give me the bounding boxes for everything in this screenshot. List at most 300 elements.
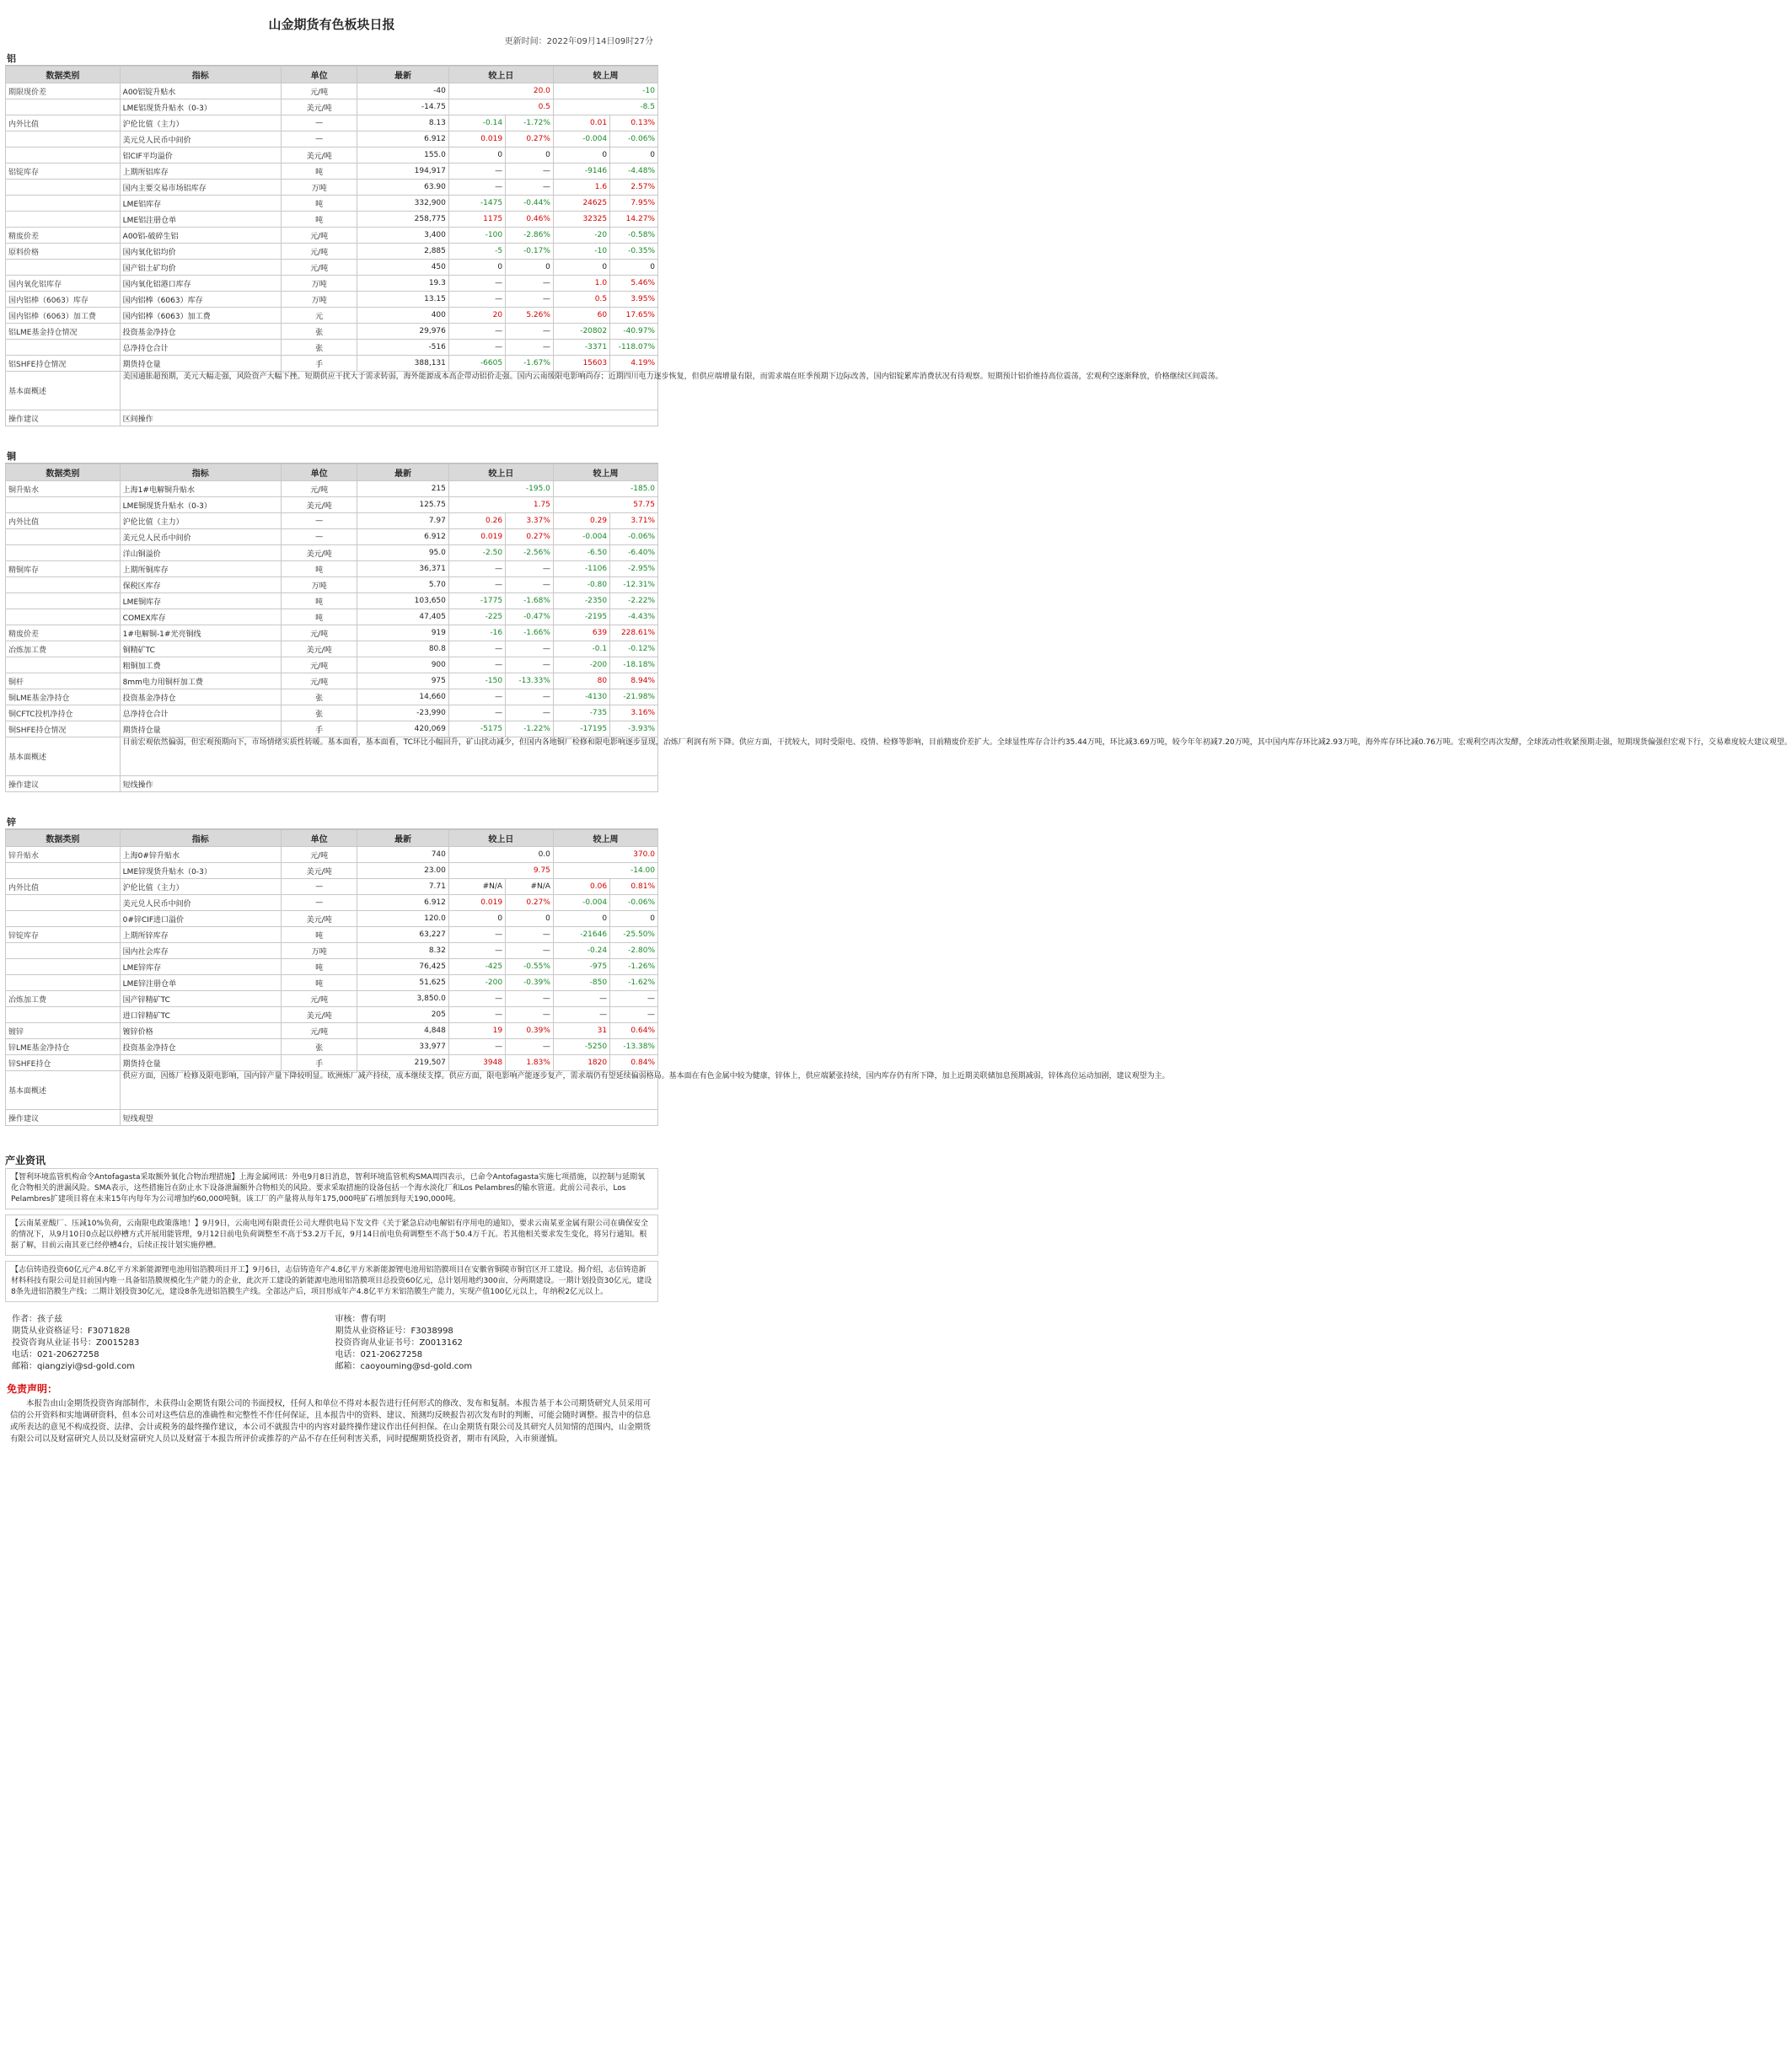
category-cell: [6, 147, 121, 164]
day-change-pct-cell: —: [506, 577, 554, 593]
unit-cell: 张: [281, 1039, 357, 1055]
day-change-cell: —: [448, 292, 505, 308]
advice-text: 短线操作: [120, 776, 657, 792]
day-change-cell: 0: [448, 911, 505, 927]
latest-value-cell: 4,848: [357, 1023, 449, 1039]
unit-cell: 手: [281, 721, 357, 737]
category-cell: [6, 895, 121, 911]
column-header: 单位: [281, 67, 357, 83]
category-cell: [6, 609, 121, 625]
author-consult-license: 投资咨询从业证书号：Z0015283: [12, 1338, 140, 1348]
indicator-cell: 总净持仓合计: [120, 340, 281, 356]
category-cell: 锌LME基金净持仓: [6, 1039, 121, 1055]
column-header: 数据类别: [6, 464, 121, 481]
day-change-cell: —: [448, 180, 505, 196]
week-change-cell: 0: [553, 260, 609, 276]
update-time: 更新时间：2022年09月14日09时27分: [504, 37, 653, 46]
week-change-cell: 32325: [553, 212, 609, 228]
week-change-pct-cell: 3.95%: [610, 292, 658, 308]
day-change-pct-cell: —: [506, 340, 554, 356]
table-row: [6, 721, 658, 737]
day-change-pct-cell: 5.26%: [506, 308, 554, 324]
indicator-cell: 期货持仓量: [120, 721, 281, 737]
week-change-cell: -6.50: [553, 545, 609, 561]
latest-value-cell: 205: [357, 1007, 449, 1023]
section-aluminum-label: 铝: [5, 52, 658, 66]
week-change-pct-cell: 2.57%: [610, 180, 658, 196]
latest-value-cell: 36,371: [357, 561, 449, 577]
week-change-cell: -8.5: [553, 99, 657, 115]
week-change-pct-cell: 0.81%: [610, 879, 658, 895]
category-cell: [6, 1007, 121, 1023]
column-header: 较上日: [448, 830, 553, 847]
indicator-cell: LME锌注册仓单: [120, 975, 281, 991]
unit-cell: 美元/吨: [281, 863, 357, 879]
indicator-cell: 上期所铜库存: [120, 561, 281, 577]
indicator-cell: LME铝现货升贴水（0-3）: [120, 99, 281, 115]
day-change-cell: -1775: [448, 593, 505, 609]
category-cell: 精废价差: [6, 625, 121, 641]
table-header-row: [6, 67, 658, 83]
latest-value-cell: 29,976: [357, 324, 449, 340]
day-change-cell: —: [448, 991, 505, 1007]
indicator-cell: 上期所锌库存: [120, 927, 281, 943]
latest-value-cell: 51,625: [357, 975, 449, 991]
table-row: [6, 260, 658, 276]
latest-value-cell: 900: [357, 657, 449, 673]
category-cell: [6, 577, 121, 593]
category-cell: [6, 943, 121, 959]
week-change-cell: -185.0: [553, 481, 657, 497]
category-cell: [6, 99, 121, 115]
table-row: [6, 228, 658, 244]
day-change-cell: 0.0: [448, 847, 553, 863]
indicator-cell: 国内氧化铝均价: [120, 244, 281, 260]
latest-value-cell: 6.912: [357, 131, 449, 147]
table-row: [6, 911, 658, 927]
advice-label: 操作建议: [6, 776, 121, 792]
unit-cell: 元/吨: [281, 481, 357, 497]
week-change-pct-cell: -0.12%: [610, 641, 658, 657]
indicator-cell: 国内社会库存: [120, 943, 281, 959]
indicator-cell: 期货持仓量: [120, 1055, 281, 1071]
category-cell: [6, 131, 121, 147]
week-change-pct-cell: —: [610, 1007, 658, 1023]
day-change-pct-cell: 0.27%: [506, 131, 554, 147]
advice-row: [6, 410, 658, 426]
day-change-cell: —: [448, 705, 505, 721]
day-change-pct-cell: —: [506, 689, 554, 705]
column-header: 较上周: [553, 67, 657, 83]
author-info: [12, 1314, 335, 1373]
week-change-pct-cell: -1.62%: [610, 975, 658, 991]
unit-cell: 元/吨: [281, 625, 357, 641]
day-change-pct-cell: —: [506, 164, 554, 180]
week-change-pct-cell: -3.93%: [610, 721, 658, 737]
unit-cell: 元/吨: [281, 673, 357, 689]
table-header-row: [6, 830, 658, 847]
category-cell: [6, 975, 121, 991]
day-change-cell: -200: [448, 975, 505, 991]
week-change-pct-cell: -4.43%: [610, 609, 658, 625]
week-change-cell: 0.06: [553, 879, 609, 895]
day-change-cell: -100: [448, 228, 505, 244]
author-phone: 电话：021-20627258: [12, 1350, 99, 1359]
aluminum-table: [5, 66, 1223, 426]
unit-cell: 美元/吨: [281, 545, 357, 561]
day-change-pct-cell: -0.17%: [506, 244, 554, 260]
reviewer-info: [335, 1314, 659, 1373]
week-change-cell: 1.6: [553, 180, 609, 196]
day-change-pct-cell: -2.56%: [506, 545, 554, 561]
week-change-cell: -2195: [553, 609, 609, 625]
indicator-cell: 镀锌价格: [120, 1023, 281, 1039]
category-cell: 铝锭库存: [6, 164, 121, 180]
column-header: 较上周: [553, 464, 657, 481]
week-change-cell: -10: [553, 83, 657, 99]
unit-cell: 美元/吨: [281, 1007, 357, 1023]
day-change-cell: 19: [448, 1023, 505, 1039]
week-change-pct-cell: -0.35%: [610, 244, 658, 260]
column-header: 单位: [281, 464, 357, 481]
latest-value-cell: 120.0: [357, 911, 449, 927]
unit-cell: 张: [281, 705, 357, 721]
category-cell: 铝SHFE持仓情况: [6, 356, 121, 372]
overview-text: 供应方面，因炼厂检修及限电影响，国内锌产量下降较明显。欧洲炼厂减产持续，成本继续支撑。供应方面，限电影响产能逐步复产，需求端仍有望延续偏弱格局。基本面在有色金属中较为健康，锌体上，供应端紧张持续，国内库存仍有所下降，加上近期美联储加息预期减弱，锌体高位运动加剧，建议观望为主。: [120, 1071, 657, 1110]
indicator-cell: 国产铝土矿均价: [120, 260, 281, 276]
day-change-cell: 20: [448, 308, 505, 324]
unit-cell: 美元/吨: [281, 497, 357, 513]
unit-cell: 吨: [281, 959, 357, 975]
column-header: 指标: [120, 67, 281, 83]
latest-value-cell: 7.97: [357, 513, 449, 529]
week-change-pct-cell: -0.06%: [610, 895, 658, 911]
unit-cell: 元/吨: [281, 244, 357, 260]
indicator-cell: 国内主要交易市场铝库存: [120, 180, 281, 196]
category-cell: [6, 340, 121, 356]
latest-value-cell: 420,069: [357, 721, 449, 737]
week-change-pct-cell: -21.98%: [610, 689, 658, 705]
category-cell: [6, 911, 121, 927]
day-change-pct-cell: 0.27%: [506, 529, 554, 545]
latest-value-cell: 400: [357, 308, 449, 324]
news-item: 【云南某亚酸厂、压减10%负荷，云南限电政策落地！】9月9日，云南电网有限责任公司大理供电局下发文件《关于紧急启动电解铝有序用电的通知》，要求云南某亚金属有限公司在确保安全的情况下，从9月10日0点起以停槽方式开展用能管理，9月12日前电负荷调整至不高于53.2万千瓦，9月14日前电负荷调整至不高于50.4万千瓦。若其他相关要求发生变化，将另行通知。根据了解，目前云南其亚已经停槽4台，后续正按计划实施停槽。: [5, 1214, 658, 1256]
day-change-pct-cell: -0.44%: [506, 196, 554, 212]
unit-cell: 吨: [281, 927, 357, 943]
table-row: [6, 863, 658, 879]
day-change-cell: -2.50: [448, 545, 505, 561]
week-change-cell: -0.24: [553, 943, 609, 959]
table-header-row: [6, 464, 658, 481]
indicator-cell: 国内铝棒（6063）库存: [120, 292, 281, 308]
table-row: [6, 164, 658, 180]
day-change-cell: —: [448, 577, 505, 593]
latest-value-cell: -40: [357, 83, 449, 99]
latest-value-cell: 215: [357, 481, 449, 497]
advice-label: 操作建议: [6, 410, 121, 426]
day-change-pct-cell: 0: [506, 147, 554, 164]
category-cell: 精铜库存: [6, 561, 121, 577]
category-cell: 内外比值: [6, 513, 121, 529]
table-row: [6, 545, 658, 561]
category-cell: [6, 545, 121, 561]
day-change-pct-cell: 0: [506, 260, 554, 276]
week-change-cell: -10: [553, 244, 609, 260]
category-cell: 锌锭库存: [6, 927, 121, 943]
category-cell: 锌SHFE持仓: [6, 1055, 121, 1071]
week-change-pct-cell: 0: [610, 147, 658, 164]
unit-cell: 张: [281, 689, 357, 705]
week-change-cell: —: [553, 991, 609, 1007]
disclaimer-title: 免责声明：: [7, 1383, 58, 1395]
indicator-cell: COMEX库存: [120, 609, 281, 625]
column-header: 最新: [357, 464, 449, 481]
advice-row: [6, 776, 658, 792]
day-change-cell: —: [448, 324, 505, 340]
day-change-cell: —: [448, 657, 505, 673]
column-header: 较上日: [448, 67, 553, 83]
category-cell: 冶炼加工费: [6, 991, 121, 1007]
reviewer-phone: 电话：021-20627258: [335, 1350, 423, 1359]
week-change-cell: 24625: [553, 196, 609, 212]
indicator-cell: 投资基金净持仓: [120, 1039, 281, 1055]
table-row: [6, 609, 658, 625]
unit-cell: 吨: [281, 609, 357, 625]
day-change-cell: -195.0: [448, 481, 553, 497]
reviewer-email: 邮箱：caoyouming@sd-gold.com: [335, 1362, 473, 1371]
day-change-cell: 3948: [448, 1055, 505, 1071]
day-change-pct-cell: 0: [506, 911, 554, 927]
day-change-pct-cell: -13.33%: [506, 673, 554, 689]
column-header: 指标: [120, 830, 281, 847]
week-change-cell: 1.0: [553, 276, 609, 292]
day-change-pct-cell: —: [506, 705, 554, 721]
week-change-cell: -20: [553, 228, 609, 244]
day-change-cell: 1175: [448, 212, 505, 228]
day-change-cell: 0.26: [448, 513, 505, 529]
day-change-cell: 0: [448, 260, 505, 276]
latest-value-cell: 47,405: [357, 609, 449, 625]
latest-value-cell: 740: [357, 847, 449, 863]
indicator-cell: 总净持仓合计: [120, 705, 281, 721]
table-row: [6, 657, 658, 673]
table-row: [6, 244, 658, 260]
indicator-cell: 国产锌精矿TC: [120, 991, 281, 1007]
indicator-cell: A00铝-破碎生铝: [120, 228, 281, 244]
zinc-table: [5, 829, 1170, 1126]
unit-cell: 吨: [281, 196, 357, 212]
table-row: [6, 308, 658, 324]
table-row: [6, 292, 658, 308]
day-change-cell: -425: [448, 959, 505, 975]
category-cell: 国内铝棒（6063）库存: [6, 292, 121, 308]
latest-value-cell: 76,425: [357, 959, 449, 975]
category-cell: [6, 593, 121, 609]
table-row: [6, 593, 658, 609]
overview-row: [6, 372, 658, 410]
indicator-cell: LME锌现货升贴水（0-3）: [120, 863, 281, 879]
week-change-cell: -0.004: [553, 895, 609, 911]
day-change-cell: -150: [448, 673, 505, 689]
day-change-cell: —: [448, 1039, 505, 1055]
day-change-pct-cell: -1.72%: [506, 115, 554, 131]
latest-value-cell: -516: [357, 340, 449, 356]
latest-value-cell: 19.3: [357, 276, 449, 292]
week-change-pct-cell: 7.95%: [610, 196, 658, 212]
latest-value-cell: 14,660: [357, 689, 449, 705]
latest-value-cell: 33,977: [357, 1039, 449, 1055]
indicator-cell: 铝CIF平均溢价: [120, 147, 281, 164]
latest-value-cell: 5.70: [357, 577, 449, 593]
category-cell: 铜升贴水: [6, 481, 121, 497]
latest-value-cell: -23,990: [357, 705, 449, 721]
unit-cell: 吨: [281, 164, 357, 180]
table-row: [6, 975, 658, 991]
indicator-cell: 投资基金净持仓: [120, 324, 281, 340]
latest-value-cell: 258,775: [357, 212, 449, 228]
day-change-cell: -5175: [448, 721, 505, 737]
category-cell: [6, 863, 121, 879]
day-change-pct-cell: 3.37%: [506, 513, 554, 529]
indicator-cell: 投资基金净持仓: [120, 689, 281, 705]
table-row: [6, 1007, 658, 1023]
overview-row: [6, 737, 658, 776]
category-cell: [6, 180, 121, 196]
unit-cell: 万吨: [281, 943, 357, 959]
week-change-cell: -0.004: [553, 131, 609, 147]
category-cell: [6, 497, 121, 513]
overview-label: 基本面概述: [6, 1071, 121, 1110]
advice-text: 区间操作: [120, 410, 657, 426]
category-cell: 铜SHFE持仓情况: [6, 721, 121, 737]
latest-value-cell: 388,131: [357, 356, 449, 372]
category-cell: [6, 212, 121, 228]
day-change-pct-cell: -1.66%: [506, 625, 554, 641]
week-change-pct-cell: -118.07%: [610, 340, 658, 356]
table-row: [6, 689, 658, 705]
category-cell: 期限现价差: [6, 83, 121, 99]
latest-value-cell: 6.912: [357, 895, 449, 911]
table-row: [6, 513, 658, 529]
week-change-cell: -20802: [553, 324, 609, 340]
week-change-cell: -4130: [553, 689, 609, 705]
category-cell: [6, 196, 121, 212]
unit-cell: —: [281, 513, 357, 529]
indicator-cell: 国内氧化铝港口库存: [120, 276, 281, 292]
indicator-cell: 国内铝棒（6063）加工费: [120, 308, 281, 324]
week-change-cell: 639: [553, 625, 609, 641]
day-change-pct-cell: -0.55%: [506, 959, 554, 975]
day-change-cell: 0.5: [448, 99, 553, 115]
category-cell: 锌升贴水: [6, 847, 121, 863]
week-change-pct-cell: 0.13%: [610, 115, 658, 131]
overview-row: [6, 1071, 658, 1110]
news-item: 【志信铸造投资60亿元产4.8亿平方米新能源锂电池用铝箔膜项目开工】9月6日，志信铸造年产4.8亿平方米新能源锂电池用铝箔膜项目在安徽省铜陵市铜官区开工建设。揭介绍，志信铸造新材料科技有限公司是目前国内唯一具备铝箔膜规模化生产能力的企业，此次开工建设的新能源电池用铝箔膜项目总投资60亿元，总计划用地约300亩，分两期建设。一期计划投资30亿元，建设8条先进铝箔膜生产线；二期计划投资30亿元，建设8条先进铝箔膜生产线。全部达产后，项目形成年产4.8亿平方米铝箔膜生产能力，实现产值100亿元以上，年纳税2亿元以上。: [5, 1261, 658, 1302]
category-cell: 国内铝棒（6063）加工费: [6, 308, 121, 324]
unit-cell: 吨: [281, 212, 357, 228]
day-change-cell: —: [448, 1007, 505, 1023]
table-row: [6, 497, 658, 513]
column-header: 较上周: [553, 830, 657, 847]
indicator-cell: 粗铜加工费: [120, 657, 281, 673]
week-change-cell: 15603: [553, 356, 609, 372]
category-cell: [6, 959, 121, 975]
latest-value-cell: 919: [357, 625, 449, 641]
disclaimer-body: 本报告由山金期货投资咨询部制作，未获得山金期货有限公司的书面授权，任何人和单位不得对本报告进行任何形式的修改、发布和复制。本报告基于本公司期货研究人员采用可信的公开资料和实地调研资料，但本公司对这些信息的准确性和完整性不作任何保证，且本报告中的资料、建议、预测均反映报告初次发布时的判断，可能会随时调整。报告中的信息或所表达的意见不构成投资、法律、会计或税务的最终操作建议，本公司不就报告中的内容对最终操作建议作出任何担保。在山金期货有限公司及其研究人员知情的范围内，山金期货有限公司以及财富研究人员以及财富研究人员以及财富于本报告所评价或推荐的产品不存在任何利害关系，同时提醒期货投资者，期市有风险，入市须谨慎。: [10, 1399, 652, 1444]
day-change-pct-cell: -1.22%: [506, 721, 554, 737]
table-row: [6, 276, 658, 292]
table-row: [6, 529, 658, 545]
week-change-cell: 31: [553, 1023, 609, 1039]
overview-label: 基本面概述: [6, 737, 121, 776]
day-change-pct-cell: —: [506, 180, 554, 196]
indicator-cell: LME铝库存: [120, 196, 281, 212]
week-change-pct-cell: -13.38%: [610, 1039, 658, 1055]
column-header: 较上日: [448, 464, 553, 481]
week-change-pct-cell: -6.40%: [610, 545, 658, 561]
week-change-cell: -200: [553, 657, 609, 673]
unit-cell: 元/吨: [281, 228, 357, 244]
unit-cell: 张: [281, 340, 357, 356]
column-header: 数据类别: [6, 67, 121, 83]
latest-value-cell: 7.71: [357, 879, 449, 895]
day-change-cell: —: [448, 641, 505, 657]
week-change-cell: -9146: [553, 164, 609, 180]
table-row: [6, 625, 658, 641]
latest-value-cell: 6.912: [357, 529, 449, 545]
day-change-pct-cell: -1.68%: [506, 593, 554, 609]
unit-cell: 万吨: [281, 180, 357, 196]
latest-value-cell: 975: [357, 673, 449, 689]
day-change-pct-cell: -2.86%: [506, 228, 554, 244]
latest-value-cell: 63.90: [357, 180, 449, 196]
day-change-cell: 0.019: [448, 131, 505, 147]
unit-cell: 万吨: [281, 577, 357, 593]
indicator-cell: 1#电解铜-1#光亮铜线: [120, 625, 281, 641]
advice-label: 操作建议: [6, 1110, 121, 1126]
week-change-cell: -5250: [553, 1039, 609, 1055]
unit-cell: —: [281, 879, 357, 895]
column-header: 指标: [120, 464, 281, 481]
week-change-cell: -1106: [553, 561, 609, 577]
day-change-cell: 0.019: [448, 529, 505, 545]
column-header: 数据类别: [6, 830, 121, 847]
unit-cell: 万吨: [281, 292, 357, 308]
table-row: [6, 324, 658, 340]
indicator-cell: LME铜库存: [120, 593, 281, 609]
day-change-pct-cell: #N/A: [506, 879, 554, 895]
unit-cell: —: [281, 895, 357, 911]
latest-value-cell: -14.75: [357, 99, 449, 115]
indicator-cell: 美元兑人民币中间价: [120, 131, 281, 147]
unit-cell: 张: [281, 324, 357, 340]
overview-text: 目前宏观依然偏弱，但宏观预期向下，市场情绪实质性转暖。基本面看，基本面看，TC环比小幅回升，矿山扰动减少，但国内各地铜厂检修和限电影响逐步显现，冶炼厂利润有所下降。供应方面，干扰较大，同时受限电、疫情、检修等影响，目前精废价差扩大。全球显性库存合计约35.44万吨，环比减3.69万吨，较今年年初减7.20万吨，其中国内库存环比减2.93万吨，海外库存环比减0.76万吨。宏观利空再次发酵，全球流动性收紧预期走强，短期现货偏强但宏观下行，交易难度较大建议观望。: [120, 737, 657, 776]
day-change-pct-cell: 0.46%: [506, 212, 554, 228]
week-change-pct-cell: 0: [610, 911, 658, 927]
day-change-pct-cell: —: [506, 641, 554, 657]
day-change-pct-cell: 0.39%: [506, 1023, 554, 1039]
day-change-pct-cell: —: [506, 927, 554, 943]
day-change-cell: 0.019: [448, 895, 505, 911]
table-row: [6, 481, 658, 497]
reviewer-name: 审核：曹有明: [335, 1315, 386, 1324]
day-change-cell: -6605: [448, 356, 505, 372]
table-row: [6, 131, 658, 147]
indicator-cell: 上海1#电解铜升贴水: [120, 481, 281, 497]
week-change-pct-cell: -12.31%: [610, 577, 658, 593]
latest-value-cell: 103,650: [357, 593, 449, 609]
week-change-pct-cell: 3.16%: [610, 705, 658, 721]
